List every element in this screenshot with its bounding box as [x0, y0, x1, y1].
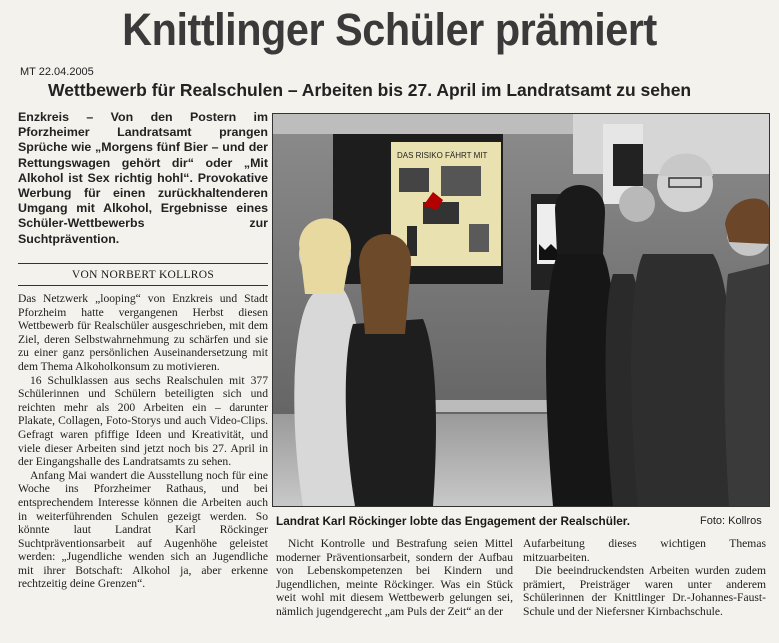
person-landrat	[631, 254, 735, 506]
divider-bottom	[18, 285, 268, 286]
body-paragraph: 16 Schulklassen aus sechs Realschulen mit 377 Schülerinnen und Schülern beteiligten sich und reichten mehr als 200 Arbeiten ein – darunter Plakate, Collagen, Foto-Storys und auch Video-Clips. Gefragt waren pfiffige Ideen und Kreativität, und viele dieser Arbeiten sind jetzt noch bis 27. April in der Eingangshalle des Landratsamts zu sehen.	[18, 373, 268, 469]
body-paragraph: Das Netzwerk „looping“ von Enzkreis und Stadt Pforzheim hatte vergangenen Herbst diesen Wettbewerb für Realschüler ausgeschrieben, mit dem Ziel, deren Selbstwahrnehmung zu schärfen und sie zu einer ganz persönlichen Auseinandersetzung mit dem Thema Alkoholkonsum zu motivieren.	[18, 292, 268, 373]
person-second	[346, 319, 436, 506]
article-photo	[272, 113, 770, 507]
body-paragraph: Die beeindruckendsten Arbeiten wurden zudem prämiert, Preisträger waren unter anderem Schülerinnen der Knittlinger Dr.-Johannes-Faust-Schule und der Niefersner Kirnbachschule.	[523, 564, 766, 618]
headline: Knittlinger Schüler prämiert	[122, 4, 657, 55]
photo-credit: Foto: Kollros	[700, 515, 762, 527]
body-column-3	[523, 537, 766, 619]
body-paragraph: Nicht Kontrolle und Bestrafung seien Mittel moderner Präventionsarbeit, sondern der Aufbau von Lebenskompetenzen bei Kindern und Jugendlichen, meinte Röckinger. Was ein Stück weit wohl mit diesem Wettbewerb gelungen sei, nämlich jugendgerecht „am Puls der Zeit“ an der	[276, 537, 513, 618]
dateline: MT 22.04.2005	[20, 66, 94, 78]
photo-illustration	[273, 114, 769, 506]
subheadline: Wettbewerb für Realschulen – Arbeiten bis 27. April im Landratsamt zu sehen	[48, 80, 692, 100]
lead-paragraph	[18, 110, 268, 247]
body-column-2	[276, 537, 513, 619]
person-right	[724, 264, 769, 506]
lead-text: Enzkreis – Von den Postern im Pforzheimer Landratsamt prangen Sprüche wie „Morgens fünf Bier – und der Rettungswagen gehört dir“ oder „Mit Alkohol ist Sex richtig hohl“. Provokative Werbung für einen zurückhaltenderen Umgang mit Alkohol, Ergebnisse eines Schüler-Wettbewerbs zur Suchtprävention.	[18, 110, 268, 246]
body-paragraph: Anfang Mai wandert die Ausstellung noch für eine Woche ins Pforzheimer Rathaus, und bei entsprechendem Interesse können die Arbeiten auch in weiterführenden Schulen gezeigt werden. So könnte laut Landrat Karl Röckinger Suchtpräventionsarbeit auf Augenhöhe geleistet werden: „Jugendliche wenden sich an Jugendliche mit ihrer Botschaft: Alkohol ja, aber erkenne rechtzeitig deine Grenzen“.	[18, 468, 268, 591]
person-third	[546, 254, 616, 506]
body-column-1	[18, 292, 268, 591]
body-paragraph: Aufarbeitung dieses wichtigen Themas mitzuarbeiten.	[523, 537, 766, 564]
poster-title: DAS RISIKO FÄHRT MIT	[397, 151, 488, 160]
divider-top	[18, 263, 268, 264]
author-byline: VON NORBERT KOLLROS	[71, 269, 215, 281]
photo-caption: Landrat Karl Röckinger lobte das Engagement der Realschüler.	[276, 514, 631, 528]
